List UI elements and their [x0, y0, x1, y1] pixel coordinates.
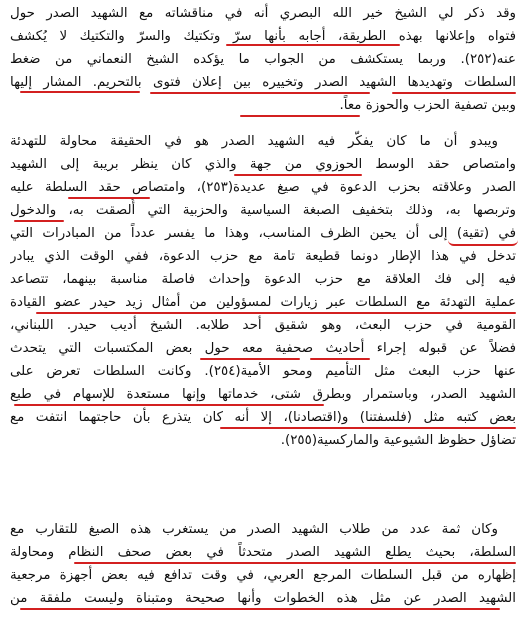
text-line: الشهيد الصدر عن مثل هذه الخطوات وأنها صحيحة ومتبناة وليست ملفقة من	[10, 591, 516, 606]
annotation-underline	[14, 404, 324, 406]
annotation-underline	[14, 220, 64, 222]
text-line: وكان ثمة عدد من طلاب الشهيد الصدر من يستغرب هذه الصيغ للتقارب مع	[10, 522, 498, 537]
text-line: بعض كتبه مثل (فلسفتنا) و(اقتصادنا)، إلا أنه كان يتذرع بأن حاجتهما انتفت مع	[10, 410, 516, 425]
text-line: ويبدو أن ما كان يفكّر فيه الشهيد الصدر هو في الحقيقة محاولة للتهدئة	[10, 134, 498, 149]
text-line: فتواه وإعلانها بهذه الطريقة، أجابه بأنها سرّ وتكتيك والسرّ والتكتيك لا يُكشف	[10, 29, 516, 44]
annotation-underline	[20, 91, 140, 93]
text-line: فضلاً عن قبوله إجراء أحاديث صحفية معه حول بعض المكتسبات التي يتحدث	[10, 341, 516, 356]
annotation-underline	[226, 44, 400, 46]
annotation-underline	[234, 174, 362, 176]
annotation-underline	[68, 197, 150, 199]
text-line: عنه(٢٥٢). وربما يستكشف من الجواب ما يؤكده الشيخ النعماني من ضغط	[10, 52, 516, 67]
text-line: في (تقية) إلى أن يحين الظرف المناسب، وهذا ما يفسر عدداً من المبادرات التي	[10, 226, 516, 241]
annotation-underline	[310, 358, 370, 360]
annotation-underline	[74, 562, 516, 564]
annotation-underline	[36, 312, 516, 314]
text-line: تضاؤل حظوظ الشيوعية والماركسية(٢٥٥).	[280, 433, 516, 448]
text-line: القومية في حزب البعث، وهو شقيق أحد طلابه. الشيخ أديب حيدر. اللبناني،	[10, 318, 516, 333]
text-line: السلطات وتهديدها الشهيد الصدر وتخييره بين إعلان فتوى بالتحريم. المشار إليها	[10, 75, 516, 90]
text-line: وبين تصفية الحزب والحوزة معاً.	[339, 98, 516, 113]
annotation-underline	[240, 115, 360, 117]
text-line: السلطة، بحيث يطلع الشهيد الصدر متحدثاً في بعض صحف النظام ومحاولة	[10, 545, 516, 560]
text-line: عملية التهدئة مع السلطات عبر زيارات لمسؤولين من أمثال زيد حيدر عضو القيادة	[10, 295, 516, 310]
annotation-underline	[448, 236, 518, 246]
text-line: إظهاره من قبل السلطات المرجع العربي، في وقت تدافع فيه بعض أجهزة مرجعية	[10, 568, 516, 583]
text-line: تدخل في هذا الإطار دونما قطيعة تامة مع حزب الدعوة، ففي الوقت الذي يبادر	[10, 249, 516, 264]
text-line: عنها حزب البعث مثل التأميم ومحو الأمية(٢٥٤). وكانت السلطات تعرض على	[10, 364, 516, 379]
annotation-underline	[392, 92, 516, 94]
annotation-underline	[20, 608, 500, 610]
text-line: وتربصها به، وذلك بتخفيف الصبغة السياسية والحزبية التي أُلصقت به، والدخول	[10, 203, 516, 218]
text-line: الصدر وعلاقته بحزب الدعوة في صيغ عديدة(٢٥٣)، وامتصاص حقد السلطة عليه	[10, 180, 516, 195]
text-line: الشهيد الصدر، وباستمرار وبطرق شتى، خدماتها وإنها مستعدة للإسهام في طبع	[10, 387, 516, 402]
annotation-underline	[150, 92, 370, 94]
text-line: وقد ذكر لي الشيخ خير الله البصري أنه في مناقشاته مع الشهيد الصدر حول	[10, 6, 516, 21]
annotation-underline	[200, 358, 300, 360]
annotation-underline	[220, 427, 516, 429]
text-line: فيه إلى فك العلاقة مع حزب الدعوة وإحداث فاصلة مناسبة بينهما، تتصاعد	[10, 272, 516, 287]
text-line: وامتصاص حقد الوسط الحوزوي من جهة والذي كان ينظر بريبة إلى الشهيد	[10, 157, 516, 172]
